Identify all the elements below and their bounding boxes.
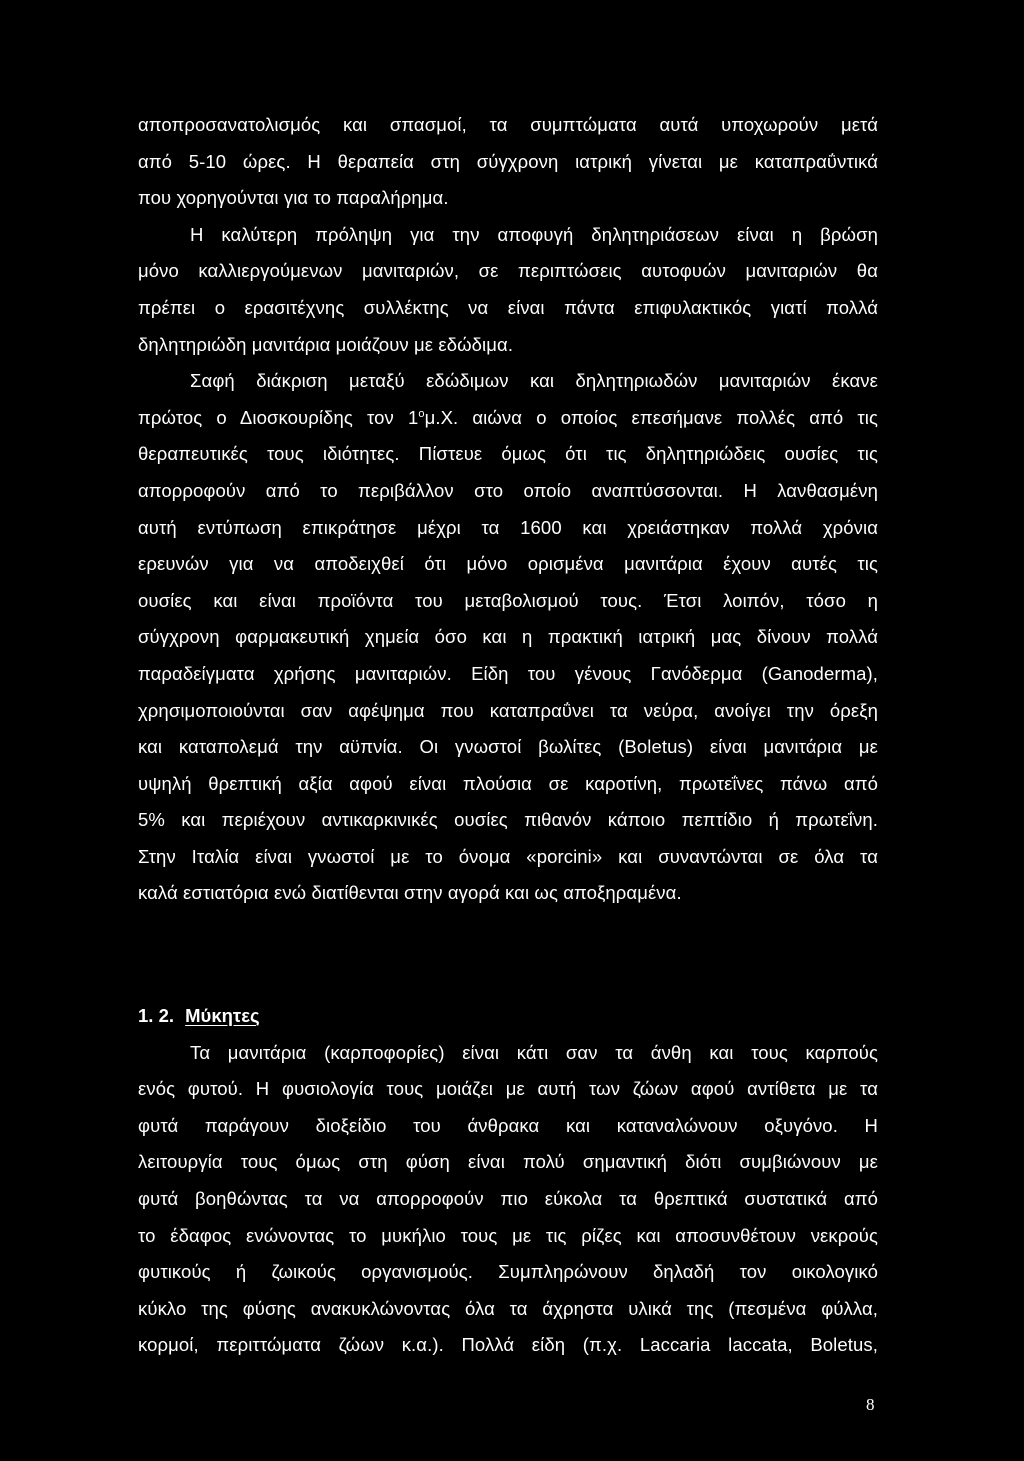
paragraph-2 [138,217,878,363]
section-number: 1. 2. [138,1005,174,1027]
document-page [138,107,878,1364]
text-line: Η καλύτερη πρόληψη για την αποφυγή δηλητηριάσεων είναι η βρώση [190,223,878,245]
text-line: Σαφή διάκριση μεταξύ εδώδιμων και δηλητηριωδών μανιταριών έκανε [190,370,878,392]
text-line: φυτά παράγουν διοξείδιο του άνθρακα και καταναλώνουν οξυγόνο. Η [138,1114,878,1136]
text-line: απορροφούν από το περιβάλλον στο οποίο αναπτύσσονται. Η λανθασμένη [138,479,878,501]
text-line: που χορηγούνται για το παραλήρημα. [138,187,449,209]
text-line: ουσίες και είναι προϊόντα του μεταβολισμού τους. Έτσι λοιπόν, τόσο η [138,589,878,611]
text-line: 5% και περιέχουν αντικαρκινικές ουσίες πιθανόν κάποιο πεπτίδιο ή πρωτεΐνη. [138,809,878,831]
text-line: φυτά βοηθώντας τα να απορροφούν πιο εύκολα τα θρεπτικά συστατικά από [138,1188,878,1210]
text-line: ενός φυτού. Η φυσιολογία τους μοιάζει με αυτή των ζώων αφού αντίθετα με τα [138,1078,878,1100]
text-line: αυτή εντύπωση επικράτησε μέχρι τα 1600 και χρειάστηκαν πολλά χρόνια [138,516,878,538]
text-line: χρησιμοποιούνται σαν αφέψημα που καταπραΰνει τα νεύρα, ανοίγει την όρεξη [138,699,878,721]
paragraph-1 [138,107,878,217]
section-heading [138,998,878,1035]
text-line: πρέπει ο ερασιτέχνης συλλέκτης να είναι πάντα επιφυλακτικός γιατί πολλά [138,296,878,318]
text-line: ερευνών για να αποδειχθεί ότι μόνο ορισμένα μανιτάρια έχουν αυτές τις [138,553,878,575]
text-fragment: μ.Χ. αιώνα ο οποίος επεσήμανε πολλές από τις [424,406,878,428]
paragraph-3 [138,363,878,912]
section-spacer [138,912,878,998]
text-line: λειτουργία τους όμως στη φύση είναι πολύ σημαντική διότι συμβιώνουν με [138,1151,878,1173]
text-line: δηλητηριώδη μανιτάρια μοιάζουν με εδώδιμα. [138,333,514,355]
text-line: φυτικούς ή ζωικούς οργανισμούς. Συμπληρώνουν δηλαδή τον οικολογικό [138,1261,878,1283]
text-line: το έδαφος ενώνοντας το μυκήλιο τους με τις ρίζες και αποσυνθέτουν νεκρούς [138,1224,878,1246]
text-line: κορμοί, περιττώματα ζώων κ.α.). Πολλά είδη (π.χ. Laccaria laccata, Boletus, [138,1334,878,1356]
text-line: και καταπολεμά την αϋπνία. Οι γνωστοί βωλίτες (Boletus) είναι μανιτάρια με [138,736,878,758]
text-line: θεραπευτικές τους ιδιότητες. Πίστευε όμως ότι τις δηλητηριώδεις ουσίες τις [138,443,878,465]
text-fragment: πρώτος ο Διοσκουρίδης τον 1 [138,406,419,428]
text-line: καλά εστιατόρια ενώ διατίθενται στην αγορά και ως αποξηραμένα. [138,882,682,904]
paragraph-4 [138,1035,878,1364]
text-line: μόνο καλλιεργούμενων μανιταριών, σε περιπτώσεις αυτοφυών μανιταριών θα [138,260,878,282]
text-line: σύγχρονη φαρμακευτική χημεία όσο και η πρακτική ιατρική μας δίνουν πολλά [138,626,878,648]
text-line [138,400,878,437]
text-line: Στην Ιταλία είναι γνωστοί με το όνομα «porcini» και συναντώνται σε όλα τα [138,845,878,867]
page-number: 8 [866,1395,875,1414]
superscript: ο [418,407,425,420]
text-line: υψηλή θρεπτική αξία αφού είναι πλούσια σε καροτίνη, πρωτεΐνες πάνω από [138,772,878,794]
text-line: Τα μανιτάρια (καρποφορίες) είναι κάτι σαν τα άνθη και τους καρπούς [190,1041,878,1063]
text-line: παραδείγματα χρήσης μανιταριών. Είδη του γένους Γανόδερμα (Ganoderma), [138,662,878,684]
text-line: από 5-10 ώρες. Η θεραπεία στη σύγχρονη ιατρική γίνεται με καταπραΰντικά [138,150,878,172]
text-line: αποπροσανατολισμός και σπασμοί, τα συμπτώματα αυτά υποχωρούν μετά [138,114,878,135]
section-title: Μύκητες [185,1005,260,1027]
text-line: κύκλο της φύσης ανακυκλώνοντας όλα τα άχρηστα υλικά της (πεσμένα φύλλα, [138,1297,878,1319]
